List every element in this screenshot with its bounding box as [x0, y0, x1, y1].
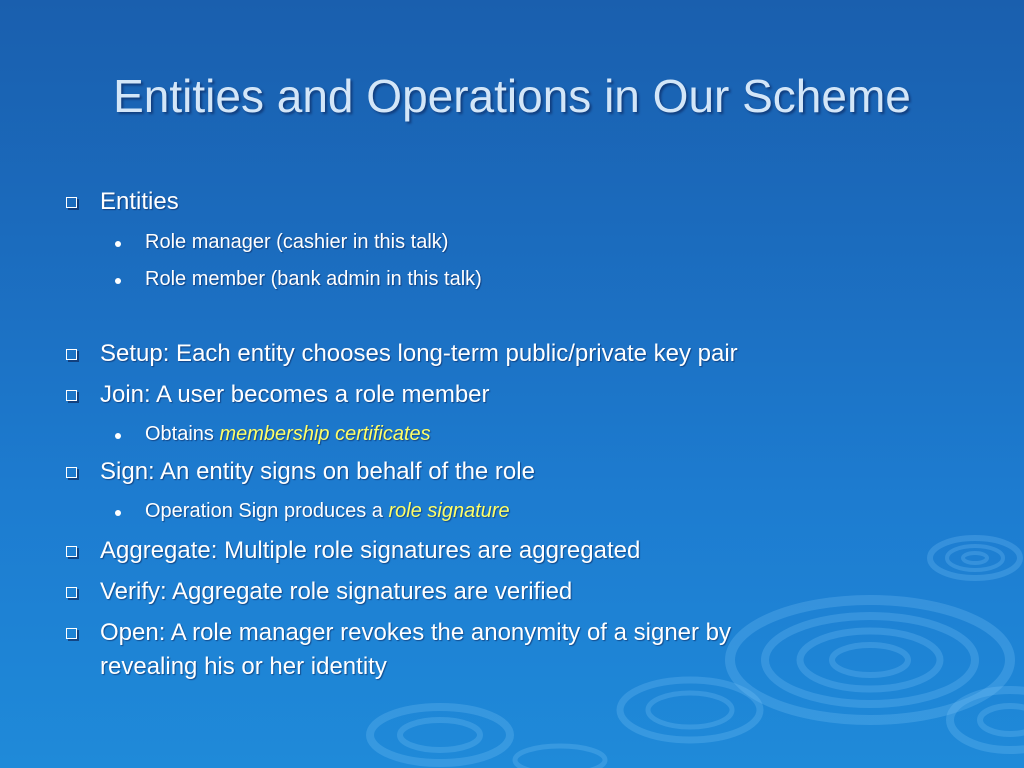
sub-bullet-operation-sign — [145, 497, 510, 525]
square-bullet-icon — [66, 628, 77, 639]
sub-bullet-role-member: Role member (bank admin in this talk) — [145, 268, 482, 290]
membership-certificates-emphasis: membership certificates — [219, 423, 431, 445]
bullet-open-line-1: Open: A role manager revokes the anonymity of a signer by — [100, 619, 732, 646]
square-bullet-icon — [66, 467, 77, 478]
dot-bullet-icon — [115, 433, 121, 439]
bullet-open-line-2: revealing his or her identity — [100, 653, 387, 680]
bullet-sign: Sign: An entity signs on behalf of the role — [100, 458, 535, 485]
dot-bullet-icon — [115, 510, 121, 516]
square-bullet-icon — [66, 546, 77, 557]
slide-title: Entities and Operations in Our Scheme — [113, 70, 911, 122]
bullet-aggregate: Aggregate: Multiple role signatures are aggregated — [100, 537, 641, 564]
sub-bullet-obtains-text: Obtains — [145, 423, 220, 445]
square-bullet-icon — [66, 390, 77, 401]
bullet-join: Join: A user becomes a role member — [100, 381, 490, 408]
dot-bullet-icon — [115, 278, 121, 284]
sub-bullet-obtains — [145, 420, 431, 448]
sub-bullet-operation-sign-text: Operation Sign produces a — [145, 500, 389, 522]
role-signature-emphasis: role signature — [388, 500, 510, 522]
dot-bullet-icon — [115, 241, 121, 247]
sub-bullet-role-manager: Role manager (cashier in this talk) — [145, 231, 449, 253]
bullet-verify: Verify: Aggregate role signatures are verified — [100, 578, 573, 605]
square-bullet-icon — [66, 349, 77, 360]
bullet-setup: Setup: Each entity chooses long-term public/private key pair — [100, 340, 738, 367]
bullet-entities: Entities — [100, 188, 179, 215]
square-bullet-icon — [66, 197, 77, 208]
square-bullet-icon — [66, 587, 77, 598]
